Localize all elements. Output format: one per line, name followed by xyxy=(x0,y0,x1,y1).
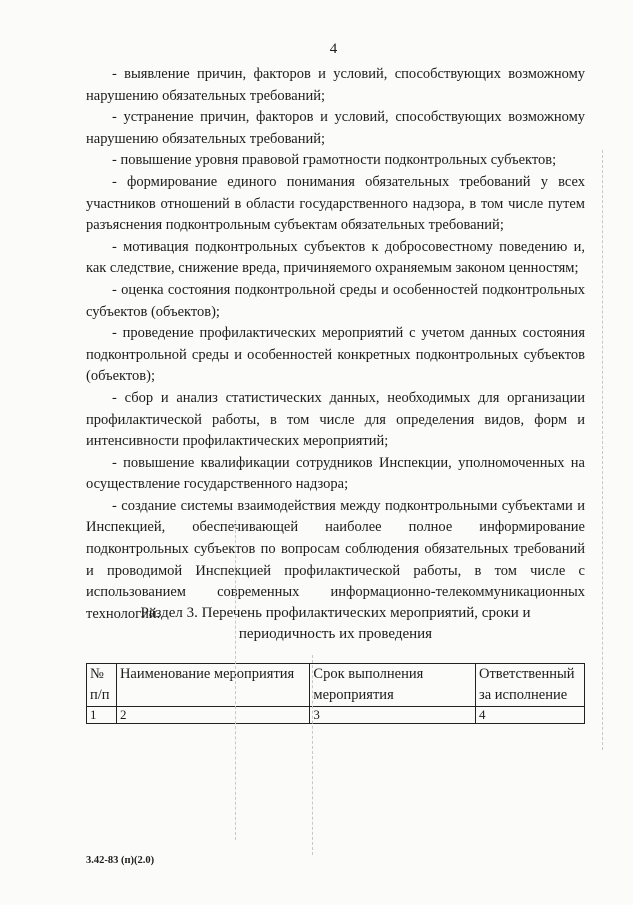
list-item: - мотивация подконтрольных субъектов к добросовестному поведению и, как следствие, снижение вреда, причиняемого охраняемым законом ценностям; xyxy=(86,238,585,277)
table-cell: 1 xyxy=(87,707,117,724)
header-cell-number: № п/п xyxy=(87,664,117,707)
list-item: - сбор и анализ статистических данных, необходимых для организации профилактической работы, в том числе для определения видов, форм и интенсивности профилактических мероприятий; xyxy=(86,389,585,450)
header-cell-responsible: Ответственный за исполнение xyxy=(476,664,585,707)
scan-artifact-line xyxy=(312,655,313,855)
table-header-row xyxy=(87,664,585,707)
measures-table xyxy=(86,663,585,724)
header-cell-deadline: Срок выполнения мероприятия xyxy=(310,664,476,707)
list-item: - устранение причин, факторов и условий, способствующих возможному нарушению обязательных требований; xyxy=(86,109,585,147)
list-item: - проведение профилактических мероприятий с учетом данных состояния подконтрольной среды и особенностей конкретных подконтрольных субъектов (объектов); xyxy=(86,325,585,385)
list-item: - оценка состояния подконтрольной среды и особенностей подконтрольных субъектов (объектов); xyxy=(86,281,585,320)
table-cell: 2 xyxy=(116,707,309,724)
table-cell: 3 xyxy=(310,707,476,724)
list-item: - повышение уровня правовой грамотности подконтрольных субъектов; xyxy=(112,152,557,169)
scan-artifact-line xyxy=(602,150,603,750)
section-title-line-1: Раздел 3. Перечень профилактических мероприятий, сроки и xyxy=(140,605,531,621)
page-number: 4 xyxy=(329,41,338,57)
section-title xyxy=(86,603,585,645)
table-cell: 4 xyxy=(476,707,585,724)
section-title-line-2: периодичность их проведения xyxy=(238,626,433,642)
table-row xyxy=(87,707,585,724)
list-item: - повышение квалификации сотрудников Инспекции, уполномоченных на осуществление государственного надзора; xyxy=(86,454,585,493)
list-item: - формирование единого понимания обязательных требований у всех участников отношений в области государственного надзора, в том числе путем разъяснения подконтрольным субъектам обязательных требований; xyxy=(86,173,585,234)
list-item: - создание системы взаимодействия между подконтрольными субъектами и Инспекцией, обеспечивающей наиболее полное информирование подконтрольных субъектов по вопросам соблюдения обязательных требований и проводимой Инспекцией профилактической работы, в том числе с использованием современных информационно-телекоммуникационных технологий. xyxy=(86,497,585,622)
list-item: - выявление причин, факторов и условий, способствующих возможному нарушению обязательных требований; xyxy=(86,66,585,104)
body-text xyxy=(86,64,585,625)
scan-artifact-line xyxy=(235,520,236,840)
footer-code: 3.42-83 (п)(2.0) xyxy=(86,855,155,866)
header-cell-name: Наименование мероприятия xyxy=(116,664,309,707)
